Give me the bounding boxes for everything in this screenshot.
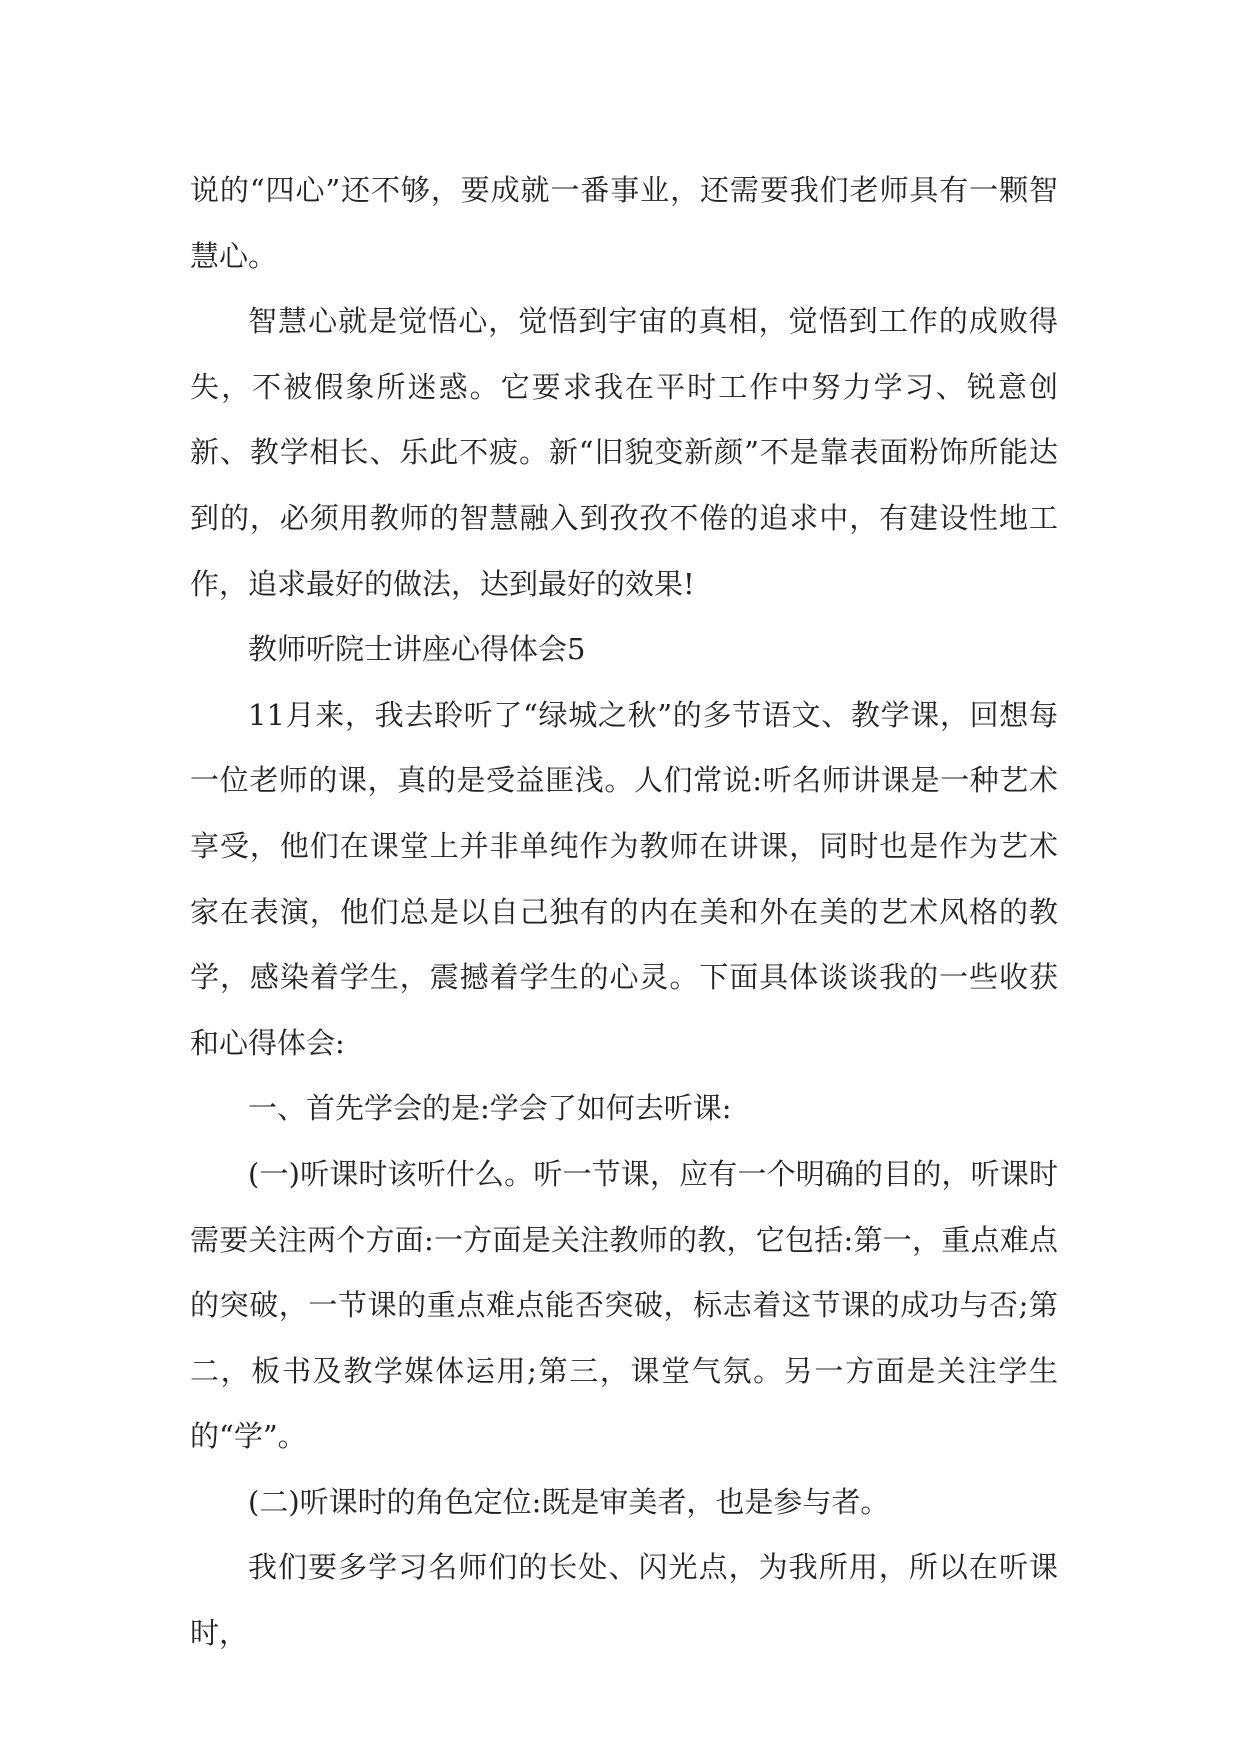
paragraph-7: 我们要多学习名师们的长处、闪光点，为我所用，所以在听课时， — [190, 1550, 1058, 1651]
paragraph-4: 一、首先学会的是:学会了如何去听课: — [248, 1091, 732, 1126]
section-heading: 教师听院士讲座心得体会5 — [248, 632, 586, 667]
paragraph-5: (一)听课时该听什么。听一节课，应有一个明确的目的，听课时需要关注两个方面:一方面是关注教师的教，它包括:第一，重点难点的突破，一节课的重点难点能否突破，标志着这节课的成功与否;第二，板书及教学媒体运用;第三，课堂气氛。另一方面是关注学生的“学”。 — [190, 1156, 1058, 1454]
paragraph-3: 11月来，我去聆听了“绿城之秋”的多节语文、教学课，回想每一位老师的课，真的是受益匪浅。人们常说:听名师讲课是一种艺术享受，他们在课堂上并非单纯作为教师在讲课，同时也是作为艺术家在表演，他们总是以自己独有的内在美和外在美的艺术风格的教学，感染着学生，震撼着学生的心灵。下面具体谈谈我的一些收获和心得体会: — [190, 697, 1058, 1060]
document-page — [190, 158, 1058, 1667]
paragraph-6: (二)听课时的角色定位:既是审美者，也是参与者。 — [248, 1484, 890, 1519]
paragraph-1: 说的“四心”还不够，要成就一番事业，还需要我们老师具有一颗智慧心。 — [190, 173, 1058, 273]
paragraph-2: 智慧心就是觉悟心，觉悟到宇宙的真相，觉悟到工作的成败得失，不被假象所迷惑。它要求我在平时工作中努力学习、锐意创新、教学相长、乐此不疲。新“旧貌变新颜”不是靠表面粉饰所能达到的，必须用教师的智慧融入到孜孜不倦的追求中，有建设性地工作，追求最好的做法，达到最好的效果! — [190, 304, 1058, 601]
